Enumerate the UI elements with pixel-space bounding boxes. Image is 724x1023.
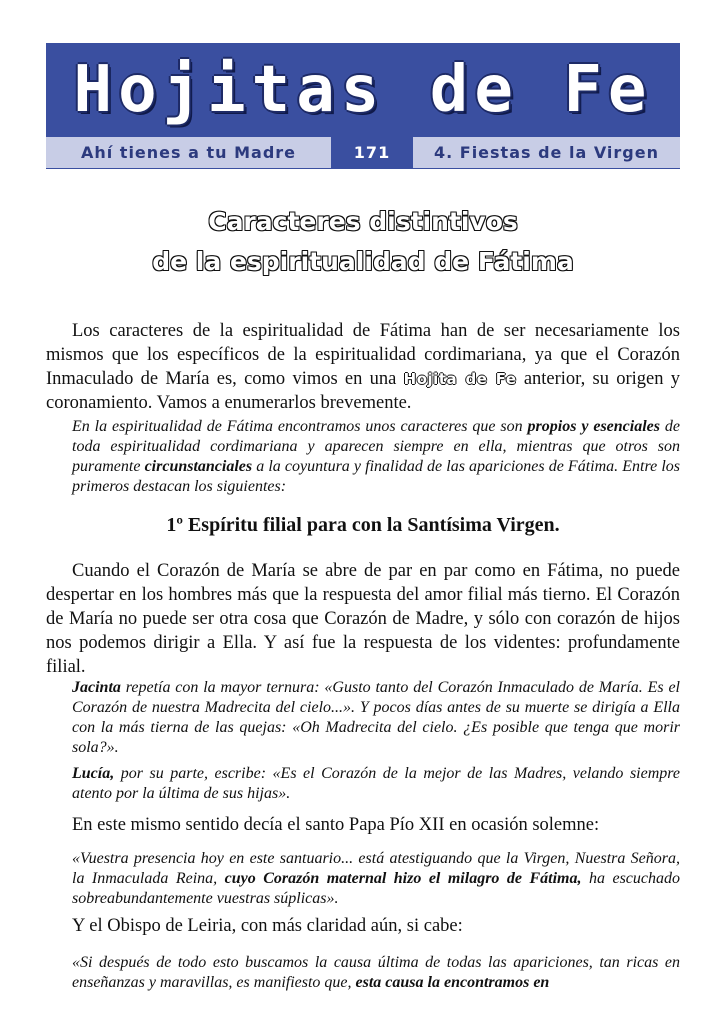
section-label: 4. Fiestas de la Virgen xyxy=(413,137,680,168)
paragraph-2: Cuando el Corazón de María se abre de par en par como en Fátima, no puede despertar en los hombres más que la respuesta del amor filial más tierno. El Corazón de María no puede ser otra cosa que Corazón de Madre, y sólo con corazón de hijos nos podemos dirigir a Ella. Y así fue la respuesta de los videntes: profundamente filial. xyxy=(46,561,680,677)
paragraph-4: Y el Obispo de Leiria, con más claridad aún, si cabe: xyxy=(72,916,463,936)
series-label: Ahí tienes a tu Madre xyxy=(46,137,331,168)
hojita-reference: Hojita de Fe xyxy=(403,370,517,388)
section-heading: 1º Espíritu filial para con la Santísima Virgen. xyxy=(166,514,560,536)
quote-jacinta: Jacinta repetía con la mayor ternura: «Gusto tanto del Corazón Inmaculado de María. Es el Corazón de nuestra Madrecita del cielo...». Y pocos días antes de su muerte se dirigía a Ella con la más tierna de las quejas: «Oh Madrecita del cielo. ¿Es posible que tenga que morir sola?». xyxy=(72,679,680,756)
masthead-title: Hojitas de Fe xyxy=(73,53,653,127)
quote-leiria: «Si después de todo esto buscamos la causa última de todas las apariciones, tan ricas en enseñanzas y maravillas, es manifiesto que, esta causa la encontramos en xyxy=(72,954,680,991)
quote-pio-xii: «Vuestra presencia hoy en este santuario... está atestiguando que la Virgen, Nuestra Señora, la Inmaculada Reina, cuyo Corazón maternal hizo el milagro de Fátima, ha escuchado sobreabundantemente vuestras súplicas». xyxy=(72,850,680,907)
issue-number: 171 xyxy=(331,137,413,168)
paragraph-3: En este mismo sentido decía el santo Papa Pío XII en ocasión solemne: xyxy=(72,815,600,835)
article-title-line2: de la espiritualidad de Fátima xyxy=(152,247,574,276)
article-title-line1: Caracteres distintivos xyxy=(208,207,518,236)
quote-block-1: En la espiritualidad de Fátima encontramos unos caracteres que son propios y esenciales de toda espiritualidad cordimariana y aparecen siempre en ella, mientras que otros son puramente circunstanciales a la coyuntura y finalidad de las apariciones de Fátima. Entre los primeros destacan los siguientes: xyxy=(72,418,681,495)
quote-lucia: Lucía, por su parte, escribe: «Es el Corazón de la mejor de las Madres, velando siempre atento por la última de sus hijas». xyxy=(72,765,680,802)
intro-paragraph: Los caracteres de la espiritualidad de Fátima han de ser necesariamente los mismos que los específicos de la espiritualidad cordimariana, ya que el Corazón Inmaculado de María es, como vimos en una Hojita de Fe anterior, su origen y coronamiento. Vamos a enumerarlos brevemente. xyxy=(46,321,680,413)
